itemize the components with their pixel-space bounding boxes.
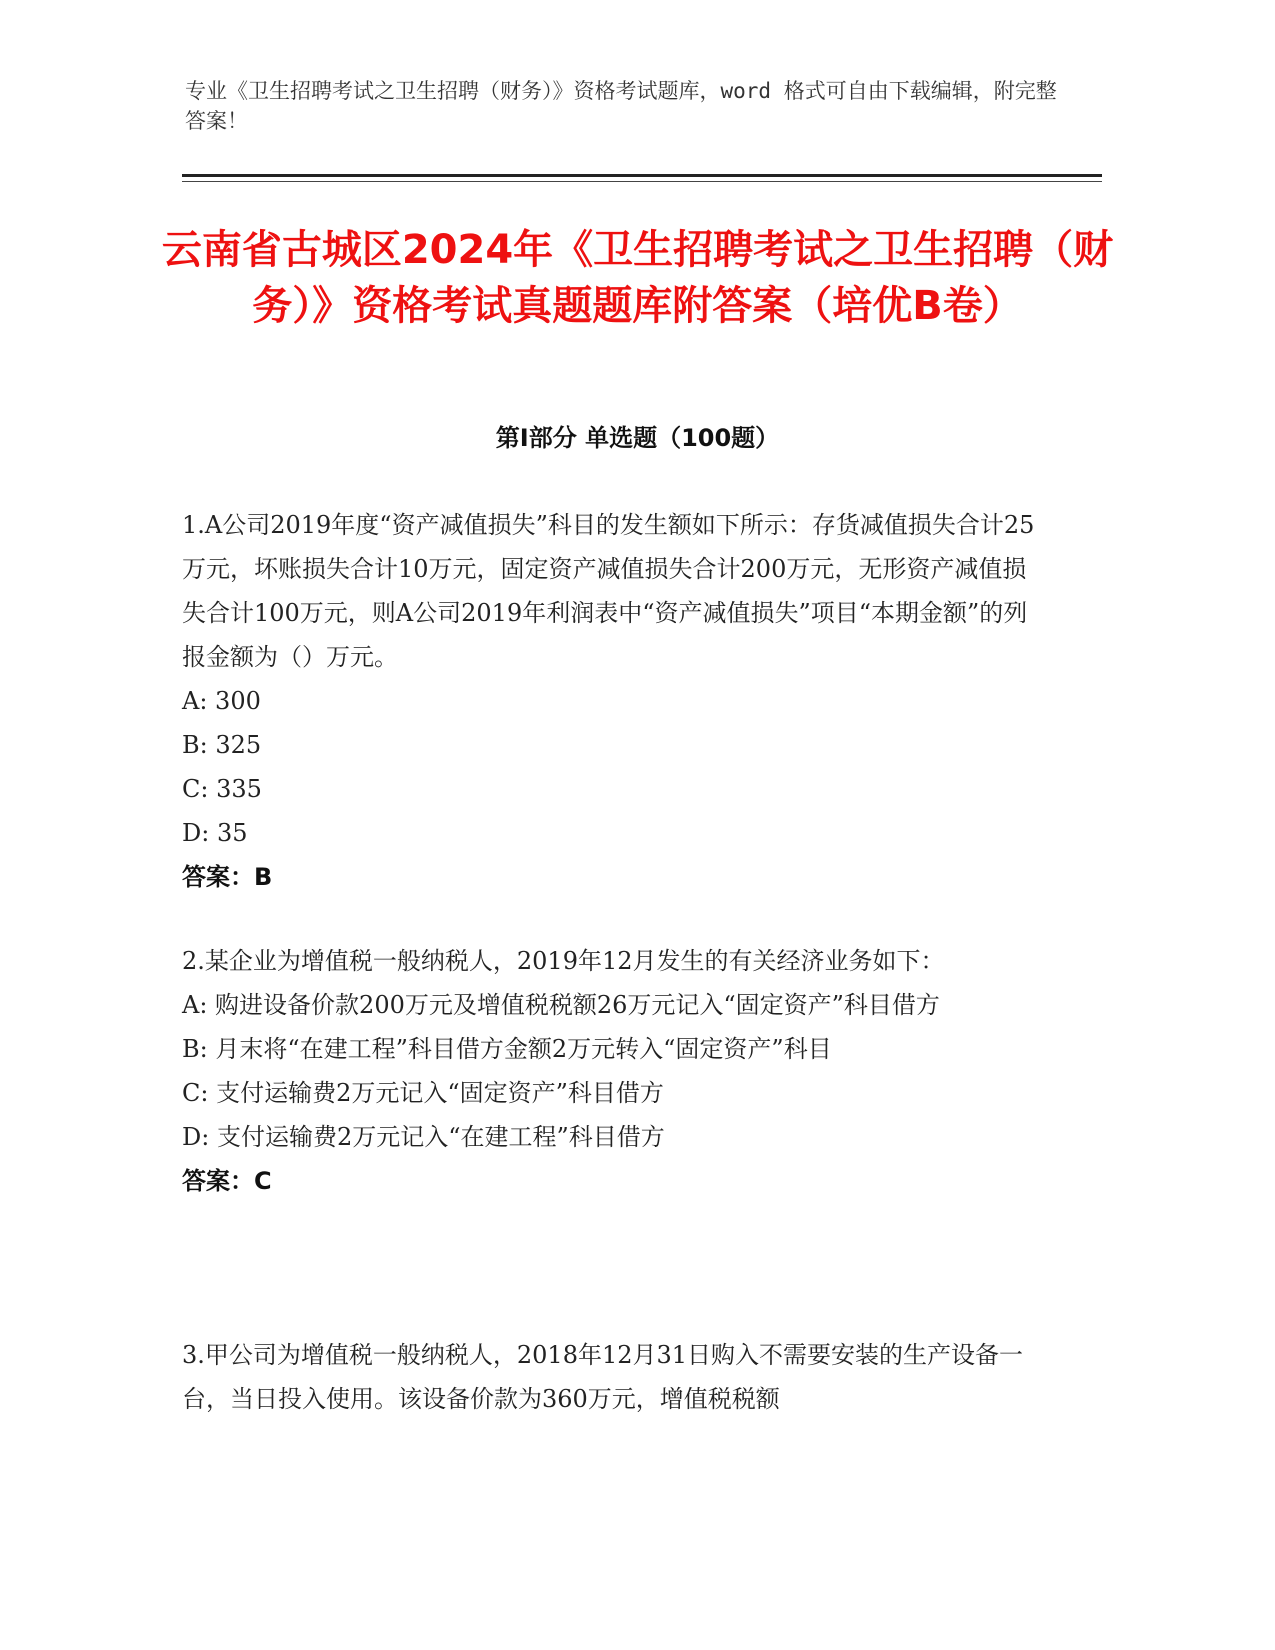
answer: 答案：C bbox=[182, 1167, 272, 1195]
header-divider-thick bbox=[182, 174, 1102, 177]
question-stem: 3.甲公司为增值税一般纳税人，2018年12月31日购入不需要安装的生产设备一台，当日投入使用。该设备价款为360万元，增值税税额 bbox=[182, 1341, 1024, 1413]
option-a: A: 购进设备价款200万元及增值税税额26万元记入“固定资产”科目借方 bbox=[182, 991, 940, 1019]
option-d: D: 支付运输费2万元记入“在建工程”科目借方 bbox=[182, 1123, 665, 1151]
question-3 bbox=[182, 1333, 1042, 1421]
option-b: B: 月末将“在建工程”科目借方金额2万元转入“固定资产”科目 bbox=[182, 1035, 832, 1063]
option-c: C: 335 bbox=[182, 775, 262, 803]
question-2 bbox=[182, 939, 1042, 1203]
question-stem: 1.A公司2019年度“资产减值损失”科目的发生额如下所示：存货减值损失合计25万元，坏账损失合计10万元，固定资产减值损失合计200万元，无形资产减值损失合计100万元，则A公司2019年利润表中“资产减值损失”项目“本期金额”的列报金额为（）万元。 bbox=[182, 511, 1035, 671]
header-divider-thin bbox=[182, 181, 1102, 182]
option-b: B: 325 bbox=[182, 731, 262, 759]
question-1 bbox=[182, 503, 1042, 899]
header-note: 专业《卫生招聘考试之卫生招聘（财务）》资格考试题库，word 格式可自由下载编辑，附完整答案！ bbox=[185, 79, 1057, 133]
answer: 答案：B bbox=[182, 863, 273, 891]
option-c: C: 支付运输费2万元记入“固定资产”科目借方 bbox=[182, 1079, 664, 1107]
option-d: D: 35 bbox=[182, 819, 248, 847]
document-title: 云南省古城区2024年《卫生招聘考试之卫生招聘（财务）》资格考试真题题库附答案（培优B卷） bbox=[161, 227, 1114, 329]
option-a: A: 300 bbox=[182, 687, 261, 715]
section-heading: 第I部分 单选题（100题） bbox=[495, 424, 780, 452]
question-stem: 2.某企业为增值税一般纳税人，2019年12月发生的有关经济业务如下： bbox=[182, 947, 945, 975]
